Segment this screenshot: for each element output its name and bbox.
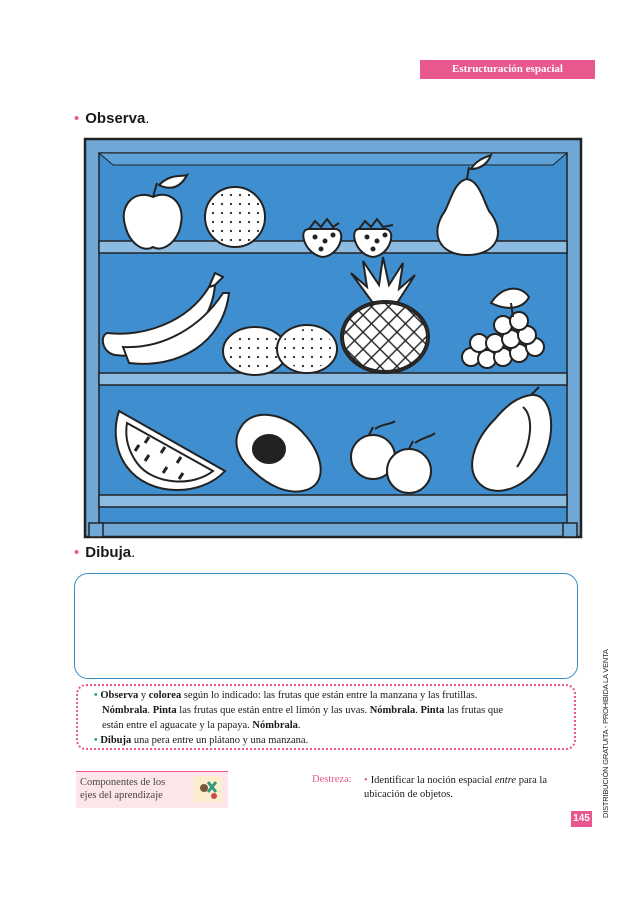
destreza-text: • Identificar la noción espacial entre para la ubicación de objetos. — [364, 775, 547, 800]
draw-punct: . — [131, 544, 136, 561]
topic-header: Estructuración espacial — [420, 60, 595, 79]
observe-verb: Observa — [85, 110, 146, 127]
section-draw — [74, 544, 135, 561]
shelf-board-2 — [99, 373, 567, 385]
fruit-shelf-illustration — [83, 137, 583, 539]
draw-verb: Dibuja — [85, 544, 132, 561]
distribution-note: DISTRIBUCIÓN GRATUITA - PROHIBIDA LA VENTA — [601, 649, 610, 818]
page-number: 145 — [571, 811, 592, 827]
components-box — [76, 771, 228, 808]
drawing-area[interactable] — [74, 573, 578, 679]
observe-punct: . — [145, 110, 150, 127]
bullet-icon: • — [74, 544, 80, 561]
destreza-label: Destreza: — [312, 774, 352, 785]
instruction-line: • Observa y colorea según lo indicado: las frutas que están entre la manzana y las frutillas. — [94, 690, 478, 701]
learning-axes-icon — [194, 776, 222, 802]
shelf-board-3 — [99, 495, 567, 507]
section-observe — [74, 110, 149, 127]
instruction-line: Nómbrala. Pinta las frutas que están entre el limón y las uvas. Nómbrala. Pinta las frutas que — [102, 705, 503, 716]
bullet-icon: • — [74, 110, 80, 127]
instructions-box — [76, 684, 576, 750]
instruction-line: • Dibuja una pera entre un plátano y una manzana. — [94, 735, 309, 746]
components-label: Componentes de los ejes del aprendizaje — [80, 777, 166, 801]
orange-icon — [205, 187, 265, 247]
lemon-icon — [277, 325, 337, 373]
instruction-line: están entre el aguacate y la papaya. Nómbrala. — [102, 720, 301, 731]
